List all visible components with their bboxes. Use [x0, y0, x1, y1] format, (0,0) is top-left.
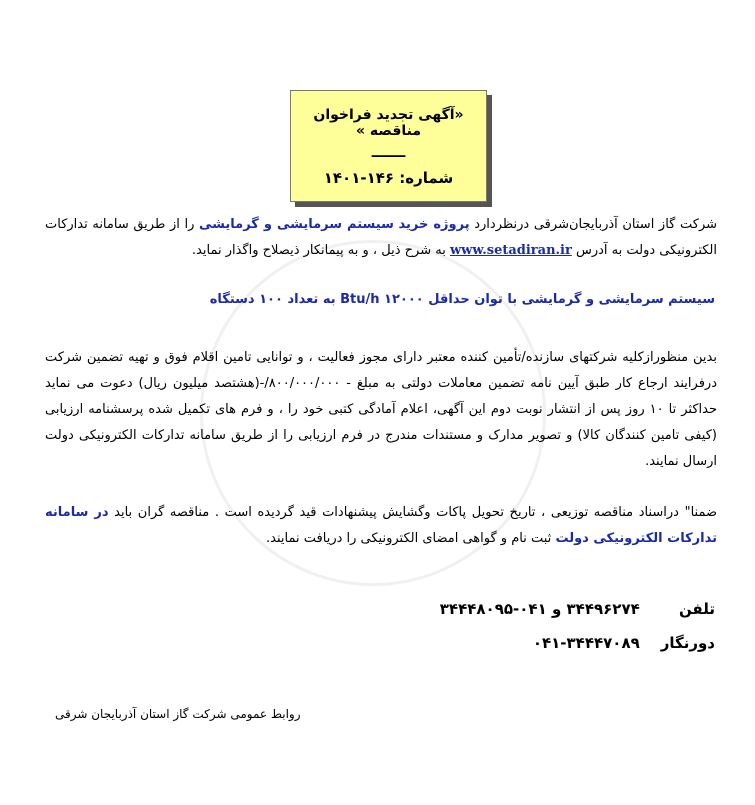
intro-text-3: به شرح ذیل ، و به پیمانکار ذیصلاح واگذار نماید. — [191, 243, 446, 258]
fax-label: دورنگار — [660, 634, 715, 652]
fax-value: ۰۴۱-۳۴۴۴۷۰۸۹ — [532, 634, 640, 652]
intro-text-2: را از طریق سامانه تدارکات الکترونیکی دولت به آدرس — [45, 217, 717, 258]
note-paragraph — [45, 500, 717, 552]
fax-row — [533, 634, 715, 652]
notice-number: شماره: ۱۴۶-۱۴۰۱ — [323, 169, 454, 187]
phone-row — [440, 600, 715, 618]
phone-label: تلفن — [678, 600, 715, 618]
note-text-1: ضمنا" دراسناد مناقصه توزیعی ، تاریخ تحویل پاکات وگشایش پیشنهادات قید گردیده است . مناقصه گران باید — [114, 505, 718, 520]
notice-title-box — [290, 90, 487, 202]
footer-signature: روابط عمومی شرکت گاز استان آذربایجان شرقی — [55, 707, 301, 721]
note-highlight: در سامانه تدارکات الکترونیکی دولت — [45, 505, 717, 546]
note-text-2: ثبت نام و گواهی امضای الکترونیکی را دریافت نمایند. — [266, 531, 552, 546]
notice-divider: ـــــــ — [371, 145, 406, 161]
intro-text-1: شرکت گاز استان آذربایجان‌شرقی درنظردارد — [474, 217, 718, 232]
phone-value: ۳۴۴۹۶۲۷۴ و ۰۴۱-۳۴۴۴۸۰۹۵ — [439, 600, 640, 618]
spec-line: سیستم سرمایشی و گرمایشی با توان حداقل Btu/h ۱۲۰۰۰ به تعداد ۱۰۰ دستگاه — [209, 292, 715, 307]
body-text: بدین منظورازکلیه شرکتهای سازنده/تأمین کننده معتبر دارای مجوز فعالیت ، و توانایی تامین اقلام فوق و تهیه تضمین شرکت درفرایند ارجاع کار طبق آیین نامه تضمین معاملات دولتی به مبلغ - ۸۰۰/۰۰۰/۰۰۰/-(هشتصد میلیون ریال) دعوت می نماید حداکثر تا ۱۰ روز پس از انتشار نوبت دوم این آگهی، اعلام آمادگی کتبی خود را ، و فرم های تکمیل شده پرسشنامه ارزیابی (کیفی تامین کنندگان کالا) و تصویر مدارک و مستندات مندرج در فرم ارزیابی را از طریق سامانه تدارکات الکترونیکی دولت ارسال نمایند. — [45, 350, 717, 469]
setadiran-link[interactable]: www.setadiran.ir — [449, 243, 572, 258]
intro-system: سیستم سرمایشی و گرمایشی — [199, 217, 394, 232]
notice-title: «آگهی تجدید فراخوان مناقصه » — [313, 107, 464, 139]
body-paragraph — [45, 345, 717, 475]
intro-paragraph — [45, 212, 717, 264]
intro-project: پروژه خرید — [398, 217, 470, 232]
